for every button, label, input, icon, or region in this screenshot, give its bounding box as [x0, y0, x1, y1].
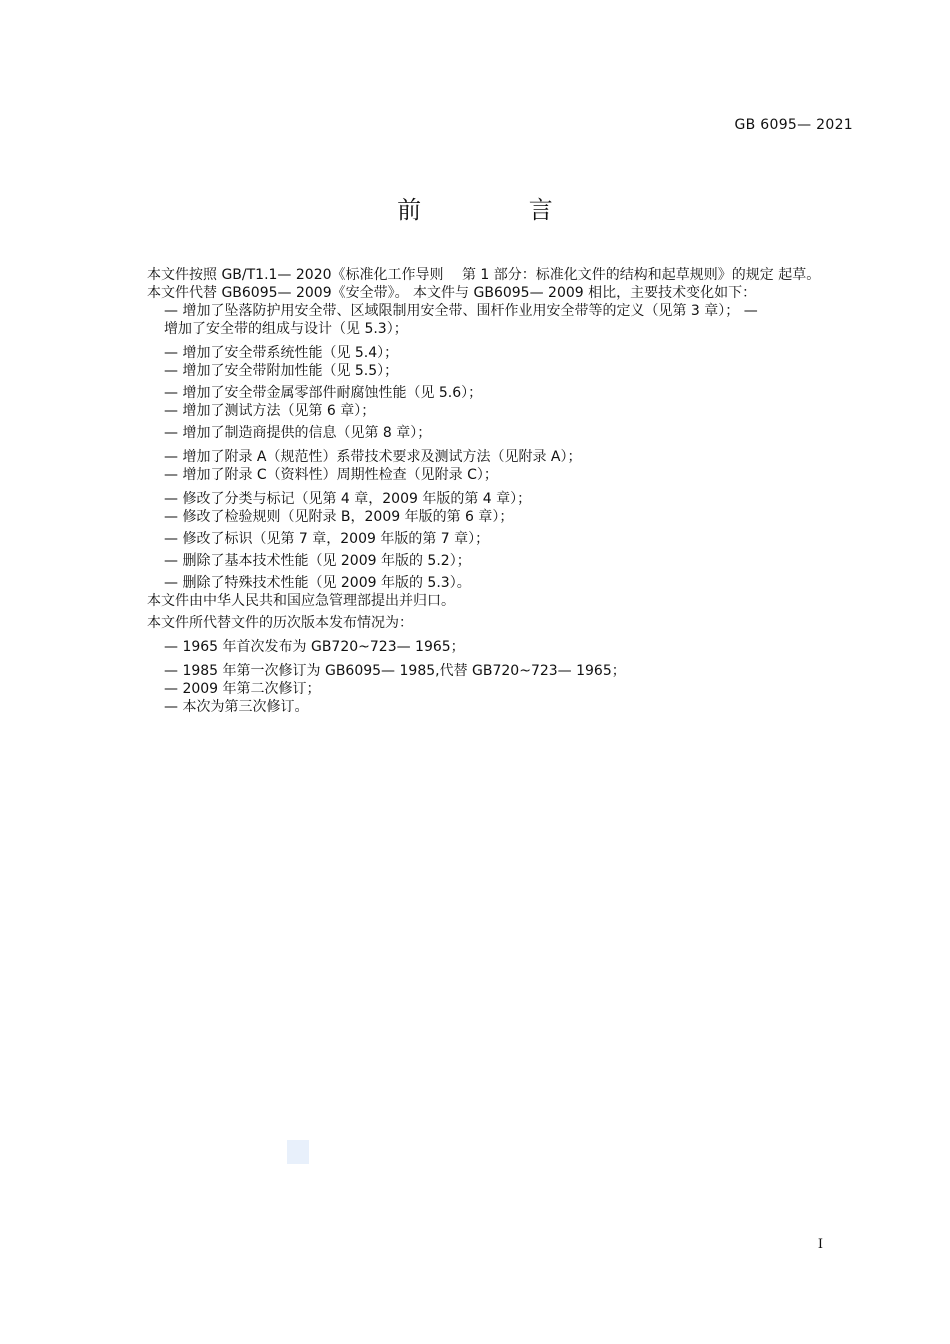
list-item: — 增加了坠落防护用安全带、区域限制用安全带、围杆作业用安全带等的定义（见第 3 章）； — 增加了安全带的组成与设计（见 5.3）； — [164, 303, 758, 337]
proposer-paragraph: 本文件由中华人民共和国应急管理部提出并归口。 — [147, 593, 455, 609]
list-item: — 删除了特殊技术性能（见 2009 年版的 5.3）。 — [164, 575, 471, 591]
list-item: — 增加了附录 C（资料性）周期性检查（见附录 C）； — [164, 467, 498, 483]
page-title: 前 言 — [397, 196, 603, 224]
list-item: — 修改了检验规则（见附录 B，2009 年版的第 6 章）； — [164, 509, 514, 525]
scan-mark — [287, 1140, 309, 1164]
replacement-paragraph: 本文件代替 GB6095— 2009《安全带》。 本文件与 GB6095— 2009 相比，主要技术变化如下： — [147, 285, 757, 301]
list-item: — 增加了制造商提供的信息（见第 8 章）； — [164, 425, 432, 441]
history-list — [114, 638, 842, 716]
standard-code: GB 6095— 2021 — [734, 117, 853, 133]
list-item: — 增加了安全带系统性能（见 5.4）； — [164, 345, 399, 361]
changes-list — [114, 302, 774, 592]
preface-body — [114, 266, 842, 716]
list-item: — 本次为第三次修订。 — [164, 699, 309, 715]
history-intro-paragraph: 本文件所代替文件的历次版本发布情况为： — [147, 615, 413, 631]
list-item: — 增加了附录 A（规范性）系带技术要求及测试方法（见附录 A）； — [164, 449, 582, 465]
list-item: — 2009 年第二次修订； — [164, 681, 321, 697]
list-item: — 增加了测试方法（见第 6 章）； — [164, 403, 376, 419]
page-number: I — [817, 1237, 823, 1252]
list-item: — 删除了基本技术性能（见 2009 年版的 5.2）； — [164, 553, 471, 569]
list-item: — 增加了安全带附加性能（见 5.5）； — [164, 363, 399, 379]
list-item: — 1985 年第一次修订为 GB6095— 1985,代替 GB720~723— 1965； — [164, 663, 626, 679]
list-item: — 修改了分类与标记（见第 4 章，2009 年版的第 4 章）； — [164, 491, 532, 507]
list-item: — 增加了安全带金属零部件耐腐蚀性能（见 5.6）； — [164, 385, 483, 401]
list-item: — 修改了标识（见第 7 章，2009 年版的第 7 章）； — [164, 531, 490, 547]
intro-paragraph: 本文件按照 GB/T1.1— 2020《标准化工作导则 第 1 部分：标准化文件的结构和起草规则》的规定 起草。 — [147, 267, 821, 283]
list-item: — 1965 年首次发布为 GB720~723— 1965； — [164, 639, 465, 655]
